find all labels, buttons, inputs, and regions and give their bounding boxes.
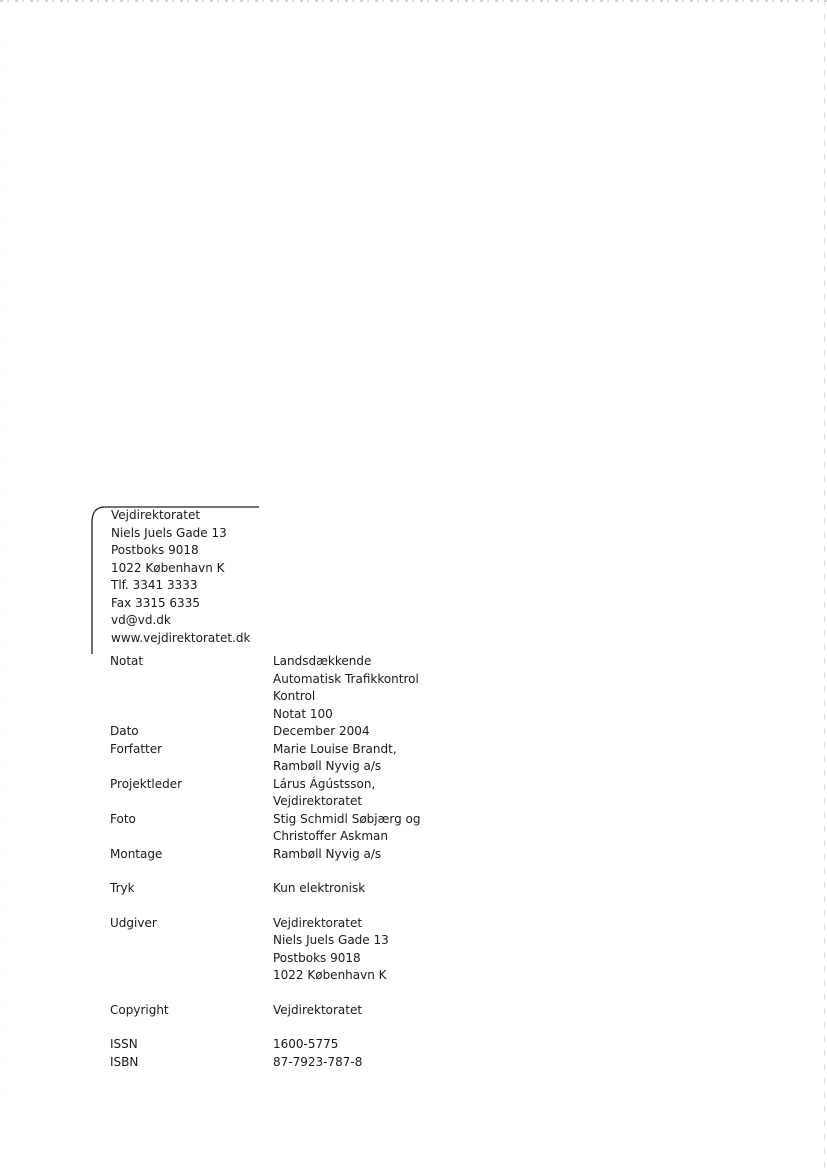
spacer xyxy=(110,1019,510,1036)
colophon-table xyxy=(110,653,510,1071)
colophon-value: Vejdirektoratet xyxy=(273,794,363,808)
colophon-row-projektleder xyxy=(110,776,510,811)
address-org: Vejdirektoratet xyxy=(111,508,201,522)
colophon-value: Marie Louise Brandt, xyxy=(273,741,397,756)
colophon-value: 87-7923-787-8 xyxy=(273,1054,363,1069)
spacer xyxy=(110,985,510,1002)
address-pobox: Postboks 9018 xyxy=(111,543,199,557)
colophon-value: Rambøll Nyvig a/s xyxy=(273,846,382,861)
scan-edge-top xyxy=(0,0,827,2)
colophon-label: ISSN xyxy=(110,1037,138,1051)
colophon-value: Notat 100 xyxy=(273,706,333,721)
colophon-value: Christoffer Askman xyxy=(273,829,389,843)
colophon-row-issn xyxy=(110,1036,510,1054)
address-city: 1022 København K xyxy=(111,560,225,575)
colophon-label: Notat xyxy=(110,654,144,668)
colophon-row-montage xyxy=(110,846,510,864)
spacer xyxy=(110,898,510,915)
colophon-value: December 2004 xyxy=(273,724,370,738)
spacer xyxy=(110,863,510,880)
colophon-label: Montage xyxy=(110,846,163,861)
colophon-row-isbn xyxy=(110,1054,510,1072)
colophon-value: 1600-5775 xyxy=(273,1037,339,1051)
scan-edge-left xyxy=(1,40,2,1120)
colophon-label: Udgiver xyxy=(110,915,157,930)
colophon-value: 1022 København K xyxy=(273,968,387,982)
colophon-value: Niels Juels Gade 13 xyxy=(273,933,389,947)
colophon-row-tryk xyxy=(110,880,510,898)
colophon-value: Landsdækkende xyxy=(273,654,372,668)
address-street: Niels Juels Gade 13 xyxy=(111,525,227,540)
scan-edge-right xyxy=(824,0,825,1169)
colophon-value: Kun elektronisk xyxy=(273,881,366,895)
address-phone: Tlf. 3341 3333 xyxy=(111,578,198,592)
colophon-label: Foto xyxy=(110,811,136,826)
colophon-label: Tryk xyxy=(110,881,135,895)
colophon-value: Automatisk Trafikkontrol xyxy=(273,671,419,686)
colophon-row-forfatter xyxy=(110,741,510,776)
colophon-label: Forfatter xyxy=(110,741,163,756)
colophon-value: Vejdirektoratet xyxy=(273,915,363,930)
colophon-label: Dato xyxy=(110,724,139,738)
colophon-value: Kontrol xyxy=(273,689,316,703)
colophon-row-notat xyxy=(110,653,510,723)
address-website: www.vejdirektoratet.dk xyxy=(111,630,251,645)
sender-address-block xyxy=(111,507,250,647)
colophon-row-udgiver xyxy=(110,915,510,985)
colophon-value: Postboks 9018 xyxy=(273,950,361,965)
colophon-value: Stig Schmidl Søbjærg og xyxy=(273,811,421,826)
colophon-value: Vejdirektoratet xyxy=(273,1002,363,1017)
colophon-row-foto xyxy=(110,811,510,846)
colophon-row-dato xyxy=(110,723,510,741)
address-email: vd@vd.dk xyxy=(111,613,171,627)
colophon-value: Rambøll Nyvig a/s xyxy=(273,759,382,773)
colophon-value: Lárus Ágústsson, xyxy=(273,776,376,791)
colophon-label: Projektleder xyxy=(110,776,183,791)
colophon-label: ISBN xyxy=(110,1054,139,1069)
colophon-row-copyright xyxy=(110,1002,510,1020)
colophon-label: Copyright xyxy=(110,1002,169,1017)
address-fax: Fax 3315 6335 xyxy=(111,595,200,610)
